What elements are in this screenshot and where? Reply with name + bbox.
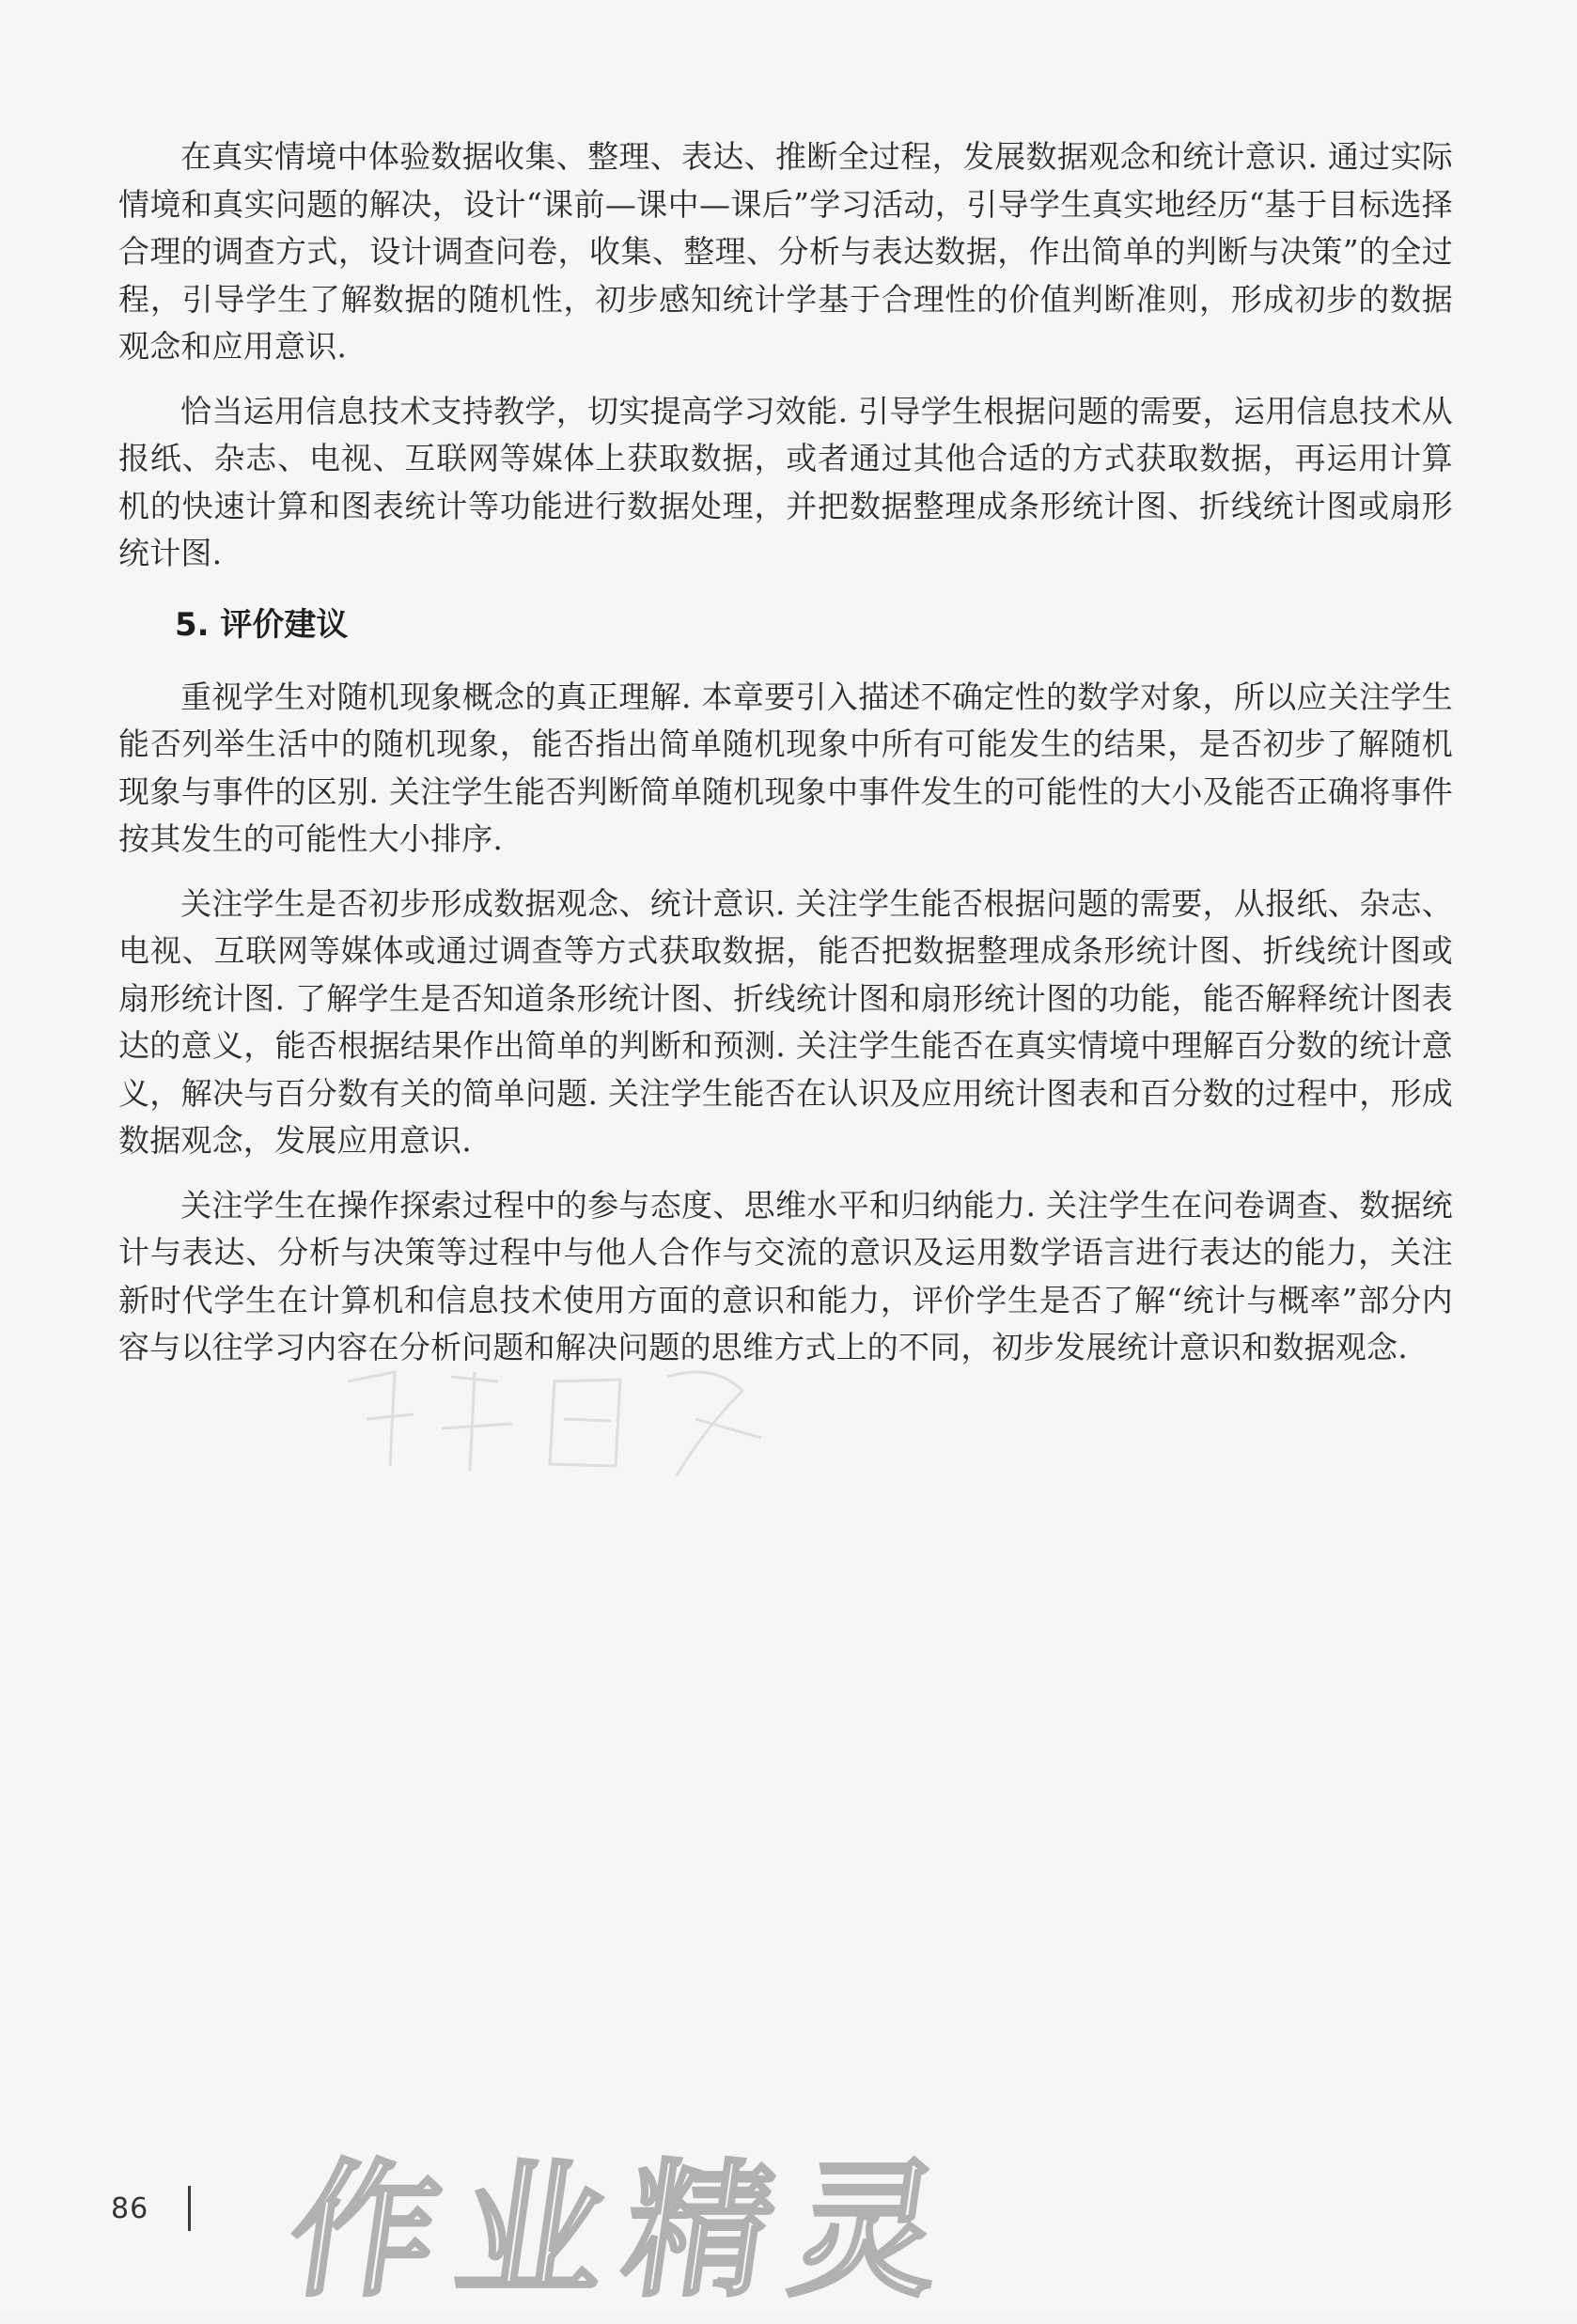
paragraph-data-experience: 在真实情境中体验数据收集、整理、表达、推断全过程，发展数据观念和统计意识. 通过实际情境和真实问题的解决，设计“课前—课中—课后”学习活动，引导学生真实地经历“基于目标选择合理的调查方式，设计调查问卷，收集、整理、分析与表达数据，作出简单的判断与决策”的全过程，引导学生了解数据的随机性，初步感知统计学基于合理性的价值判断准则，形成初步的数据观念和应用意识.	[118, 138, 1453, 365]
paragraph-participation: 关注学生在操作探索过程中的参与态度、思维水平和归纳能力. 关注学生在问卷调查、数据统计与表达、分析与决策等过程中与他人合作与交流的意识及运用数学语言进行表达的能力，关注新时代学生在计算机和信息技术使用方面的意识和能力，评价学生是否了解“统计与概率”部分内容与以往学习内容在分析问题和解决问题的思维方式上的不同，初步发展统计意识和数据观念.	[118, 1186, 1453, 1365]
paragraph-data-concepts: 关注学生是否初步形成数据观念、统计意识. 关注学生能否根据问题的需要，从报纸、杂志、电视、互联网等媒体或通过调查等方式获取数据，能否把数据整理成条形统计图、折线统计图或扇形统计图. 了解学生是否知道条形统计图、折线统计图和扇形统计图的功能，能否解释统计图表达的意义，能否根据结果作出简单的判断和预测. 关注学生能否在真实情境中理解百分数的统计意义，解决与百分数有关的简单问题. 关注学生能否在认识及应用统计图表和百分数的过程中，形成数据观念，发展应用意识.	[118, 884, 1453, 1159]
paragraph-random-phenomena: 重视学生对随机现象概念的真正理解. 本章要引入描述不确定性的数学对象，所以应关注学生能否列举生活中的随机现象，能否指出简单随机现象中所有可能发生的结果，是否初步了解随机现象与事件的区别. 关注学生能否判断简单随机现象中事件发生的可能性的大小及能否正确将事件按其发生的可能性大小排序.	[118, 678, 1453, 857]
paragraph-information-technology: 恰当运用信息技术支持教学，切实提高学习效能. 引导学生根据问题的需要，运用信息技术从报纸、杂志、电视、互联网等媒体上获取数据，或者通过其他合适的方式获取数据，再运用计算机的快速计算和图表统计等功能进行数据处理，并把数据整理成条形统计图、折线统计图或扇形统计图.	[118, 392, 1453, 571]
faint-watermark-stamp	[310, 1353, 893, 1494]
section-heading-evaluation: 5. 评价建议	[175, 605, 349, 644]
watermark-logo: 作业精灵	[279, 2145, 973, 2316]
page-number: 86	[111, 2191, 149, 2225]
page-footer	[111, 2182, 191, 2235]
footer-divider	[188, 2186, 191, 2231]
page-body	[118, 133, 1453, 1372]
